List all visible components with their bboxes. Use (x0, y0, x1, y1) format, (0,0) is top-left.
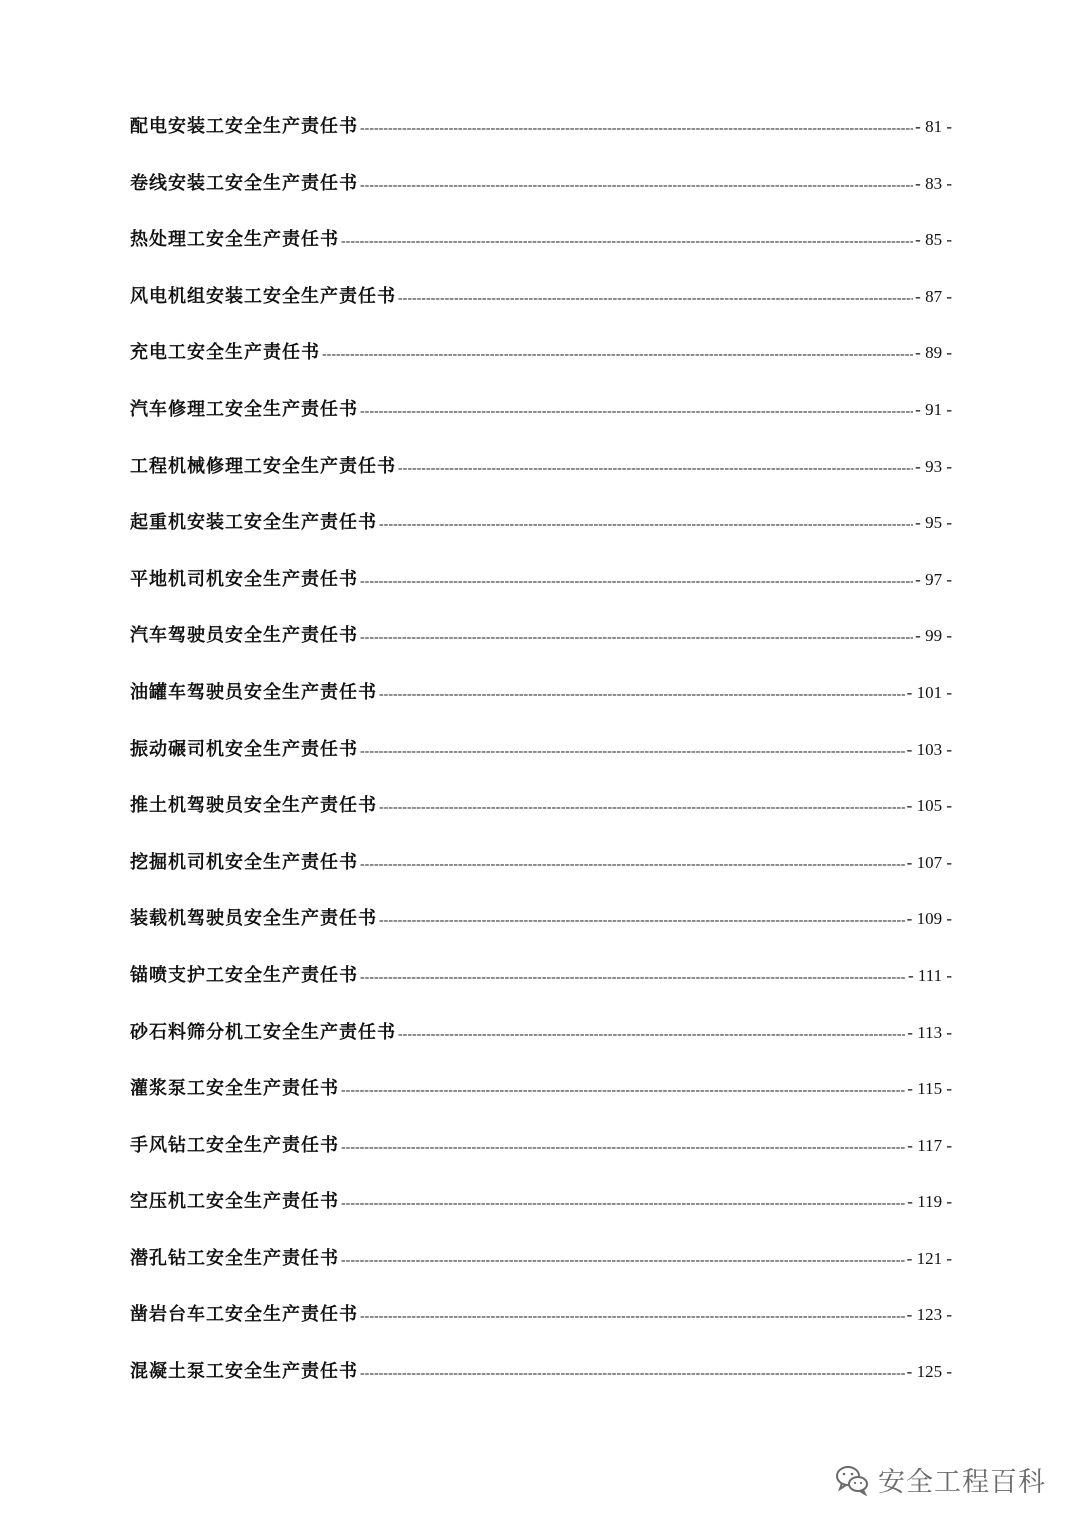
toc-entry[interactable] (130, 1131, 952, 1188)
toc-entry[interactable] (130, 225, 952, 282)
toc-entry-title[interactable]: 起重机安装工安全生产责任书 (130, 512, 377, 534)
toc-entry-page: - 119 - (907, 1192, 952, 1212)
toc-entry-title[interactable]: 配电安装工安全生产责任书 (130, 116, 358, 137)
toc-entry-title[interactable]: 工程机械修理工安全生产责任书 (130, 455, 396, 477)
toc-entry-page: - 99 - (915, 626, 952, 646)
toc-entry[interactable] (130, 565, 952, 622)
toc-entry-title[interactable]: 潜孔钻工安全生产责任书 (130, 1247, 339, 1269)
dot-leader (341, 234, 913, 250)
table-of-contents (130, 112, 952, 1414)
dot-leader (379, 687, 905, 703)
dot-leader (398, 1027, 905, 1043)
toc-entry[interactable] (130, 1300, 952, 1357)
dot-leader (398, 291, 913, 307)
dot-leader (360, 121, 913, 137)
toc-entry-page: - 101 - (906, 682, 952, 702)
dot-leader (379, 800, 905, 816)
toc-entry-page: - 83 - (915, 173, 952, 193)
dot-leader (360, 970, 906, 986)
toc-entry-page: - 95 - (915, 513, 952, 533)
toc-entry[interactable] (130, 904, 952, 961)
toc-entry-title[interactable]: 锚喷支护工安全生产责任书 (130, 964, 358, 986)
toc-entry-title[interactable]: 汽车驾驶员安全生产责任书 (130, 625, 358, 647)
toc-entry[interactable] (130, 621, 952, 678)
dot-leader (360, 630, 913, 646)
dot-leader (360, 857, 905, 873)
dot-leader (360, 178, 913, 194)
toc-entry[interactable] (130, 282, 952, 339)
toc-entry-title[interactable]: 凿岩台车工安全生产责任书 (130, 1304, 358, 1326)
dot-leader (360, 1309, 905, 1325)
toc-entry[interactable] (130, 791, 952, 848)
toc-entry-title[interactable]: 振动碾司机安全生产责任书 (130, 738, 358, 760)
toc-entry[interactable] (130, 1357, 952, 1414)
toc-entry-title[interactable]: 热处理工安全生产责任书 (130, 229, 339, 251)
dot-leader (398, 461, 913, 477)
toc-entry-title[interactable]: 充电工安全生产责任书 (130, 342, 320, 364)
watermark-text: 安全工程百科 (878, 1467, 1046, 1498)
toc-entry[interactable] (130, 678, 952, 735)
wechat-icon (834, 1464, 870, 1496)
toc-entry-title[interactable]: 风电机组安装工安全生产责任书 (130, 285, 396, 307)
toc-entry-title[interactable]: 砂石料筛分机工安全生产责任书 (130, 1021, 396, 1043)
toc-entry-page: - 97 - (915, 569, 952, 589)
toc-entry-page: - 105 - (906, 796, 952, 816)
toc-entry-title[interactable]: 平地机司机安全生产责任书 (130, 568, 358, 590)
dot-leader (360, 744, 905, 760)
toc-entry-title[interactable]: 空压机工安全生产责任书 (130, 1191, 339, 1213)
toc-entry-page: - 121 - (906, 1248, 952, 1268)
toc-entry-title[interactable]: 装载机驾驶员安全生产责任书 (130, 908, 377, 930)
toc-entry-page: - 125 - (906, 1362, 952, 1382)
toc-entry-page: - 91 - (915, 399, 952, 419)
toc-entry[interactable] (130, 395, 952, 452)
toc-entry-page: - 115 - (907, 1079, 952, 1099)
toc-entry-title[interactable]: 灌浆泵工安全生产责任书 (130, 1078, 339, 1100)
toc-entry[interactable] (130, 338, 952, 395)
dot-leader (360, 404, 913, 420)
toc-entry-title[interactable]: 混凝土泵工安全生产责任书 (130, 1361, 358, 1383)
toc-entry-title[interactable]: 卷线安装工安全生产责任书 (130, 172, 358, 194)
dot-leader (341, 1196, 905, 1212)
toc-entry[interactable] (130, 848, 952, 905)
toc-entry-title[interactable]: 油罐车驾驶员安全生产责任书 (130, 681, 377, 703)
toc-entry-title[interactable]: 手风钻工安全生产责任书 (130, 1134, 339, 1156)
toc-entry[interactable] (130, 1018, 952, 1075)
toc-entry-page: - 117 - (907, 1135, 952, 1155)
toc-entry[interactable] (130, 452, 952, 509)
dot-leader (379, 913, 905, 929)
toc-entry-page: - 81 - (915, 117, 952, 136)
watermark (834, 1460, 1046, 1499)
toc-entry-page: - 123 - (906, 1305, 952, 1325)
toc-entry[interactable] (130, 112, 952, 169)
toc-entry-page: - 87 - (915, 286, 952, 306)
toc-entry[interactable] (130, 961, 952, 1018)
toc-entry-page: - 89 - (915, 343, 952, 363)
toc-entry[interactable] (130, 735, 952, 792)
dot-leader (379, 517, 913, 533)
toc-entry-page: - 113 - (907, 1022, 952, 1042)
dot-leader (360, 574, 913, 590)
toc-entry-title[interactable]: 挖掘机司机安全生产责任书 (130, 851, 358, 873)
toc-entry-page: - 85 - (915, 230, 952, 250)
toc-entry-title[interactable]: 汽车修理工安全生产责任书 (130, 398, 358, 420)
toc-entry-page: - 109 - (906, 909, 952, 929)
toc-entry-page: - 93 - (915, 456, 952, 476)
toc-entry[interactable] (130, 1187, 952, 1244)
dot-leader (360, 1366, 905, 1382)
dot-leader (341, 1140, 905, 1156)
toc-entry[interactable] (130, 169, 952, 226)
toc-entry[interactable] (130, 508, 952, 565)
dot-leader (322, 347, 913, 363)
dot-leader (341, 1083, 905, 1099)
dot-leader (341, 1253, 905, 1269)
toc-entry-page: - 107 - (906, 852, 952, 872)
toc-entry-page: - 111 - (907, 965, 952, 985)
toc-entry-title[interactable]: 推土机驾驶员安全生产责任书 (130, 795, 377, 817)
toc-entry[interactable] (130, 1074, 952, 1131)
toc-entry-page: - 103 - (906, 739, 952, 759)
toc-entry[interactable] (130, 1244, 952, 1301)
